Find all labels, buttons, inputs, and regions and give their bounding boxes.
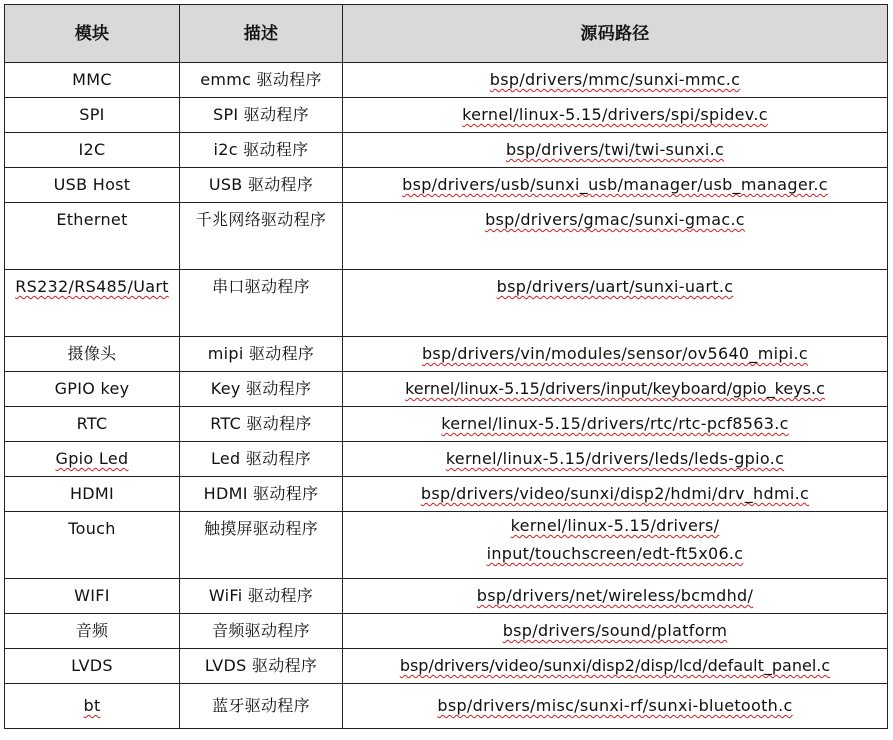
description-cell: SPI 驱动程序 — [180, 98, 343, 133]
path-cell: bsp/drivers/gmac/sunxi-gmac.c — [343, 203, 888, 270]
table-row — [5, 477, 888, 512]
table-row — [5, 579, 888, 614]
path-cell: bsp/drivers/misc/sunxi-rf/sunxi-bluetooth.c — [343, 684, 888, 729]
description-cell: RTC 驱动程序 — [180, 407, 343, 442]
driver-source-table — [4, 4, 888, 729]
description-cell: 音频驱动程序 — [180, 614, 343, 649]
header-path: 源码路径 — [343, 5, 888, 63]
module-cell: HDMI — [5, 477, 180, 512]
table-row — [5, 407, 888, 442]
module-cell: Gpio Led — [5, 442, 180, 477]
module-cell: LVDS — [5, 649, 180, 684]
module-cell: Ethernet — [5, 203, 180, 270]
table-row — [5, 63, 888, 98]
module-cell: WIFI — [5, 579, 180, 614]
module-cell: SPI — [5, 98, 180, 133]
description-cell: 串口驱动程序 — [180, 270, 343, 337]
module-cell: RS232/RS485/Uart — [5, 270, 180, 337]
path-cell: kernel/linux-5.15/drivers/spi/spidev.c — [343, 98, 888, 133]
path-cell: bsp/drivers/sound/platform — [343, 614, 888, 649]
header-description: 描述 — [180, 5, 343, 63]
description-cell: Key 驱动程序 — [180, 372, 343, 407]
module-cell: Touch — [5, 512, 180, 579]
path-cell: kernel/linux-5.15/drivers/leds/leds-gpio.c — [343, 442, 888, 477]
table-row — [5, 270, 888, 337]
table-header-row — [5, 5, 888, 63]
table-row — [5, 649, 888, 684]
table-row — [5, 337, 888, 372]
description-cell: 触摸屏驱动程序 — [180, 512, 343, 579]
description-cell: emmc 驱动程序 — [180, 63, 343, 98]
description-cell: 千兆网络驱动程序 — [180, 203, 343, 270]
table-row — [5, 168, 888, 203]
path-cell: bsp/drivers/vin/modules/sensor/ov5640_mipi.c — [343, 337, 888, 372]
path-cell: bsp/drivers/uart/sunxi-uart.c — [343, 270, 888, 337]
path-cell: kernel/linux-5.15/drivers/rtc/rtc-pcf8563.c — [343, 407, 888, 442]
module-cell: MMC — [5, 63, 180, 98]
path-cell: bsp/drivers/mmc/sunxi-mmc.c — [343, 63, 888, 98]
path-cell: bsp/drivers/net/wireless/bcmdhd/ — [343, 579, 888, 614]
table-row — [5, 614, 888, 649]
module-cell: 摄像头 — [5, 337, 180, 372]
path-cell: kernel/linux-5.15/drivers/ input/touchscreen/edt-ft5x06.c — [343, 512, 888, 579]
description-cell: 蓝牙驱动程序 — [180, 684, 343, 729]
module-cell: bt — [5, 684, 180, 729]
path-cell: bsp/drivers/usb/sunxi_usb/manager/usb_manager.c — [343, 168, 888, 203]
table-row — [5, 372, 888, 407]
description-cell: HDMI 驱动程序 — [180, 477, 343, 512]
description-cell: mipi 驱动程序 — [180, 337, 343, 372]
module-cell: I2C — [5, 133, 180, 168]
header-module: 模块 — [5, 5, 180, 63]
table-row — [5, 442, 888, 477]
path-cell: kernel/linux-5.15/drivers/input/keyboard/gpio_keys.c — [343, 372, 888, 407]
description-cell: i2c 驱动程序 — [180, 133, 343, 168]
description-cell: WiFi 驱动程序 — [180, 579, 343, 614]
table-row — [5, 512, 888, 579]
path-cell: bsp/drivers/video/sunxi/disp2/hdmi/drv_hdmi.c — [343, 477, 888, 512]
description-cell: Led 驱动程序 — [180, 442, 343, 477]
path-cell: bsp/drivers/video/sunxi/disp2/disp/lcd/default_panel.c — [343, 649, 888, 684]
path-cell: bsp/drivers/twi/twi-sunxi.c — [343, 133, 888, 168]
description-cell: LVDS 驱动程序 — [180, 649, 343, 684]
table-row — [5, 98, 888, 133]
module-cell: 音频 — [5, 614, 180, 649]
module-cell: GPIO key — [5, 372, 180, 407]
module-cell: RTC — [5, 407, 180, 442]
table-row — [5, 133, 888, 168]
description-cell: USB 驱动程序 — [180, 168, 343, 203]
module-cell: USB Host — [5, 168, 180, 203]
table-row — [5, 684, 888, 729]
table-row — [5, 203, 888, 270]
